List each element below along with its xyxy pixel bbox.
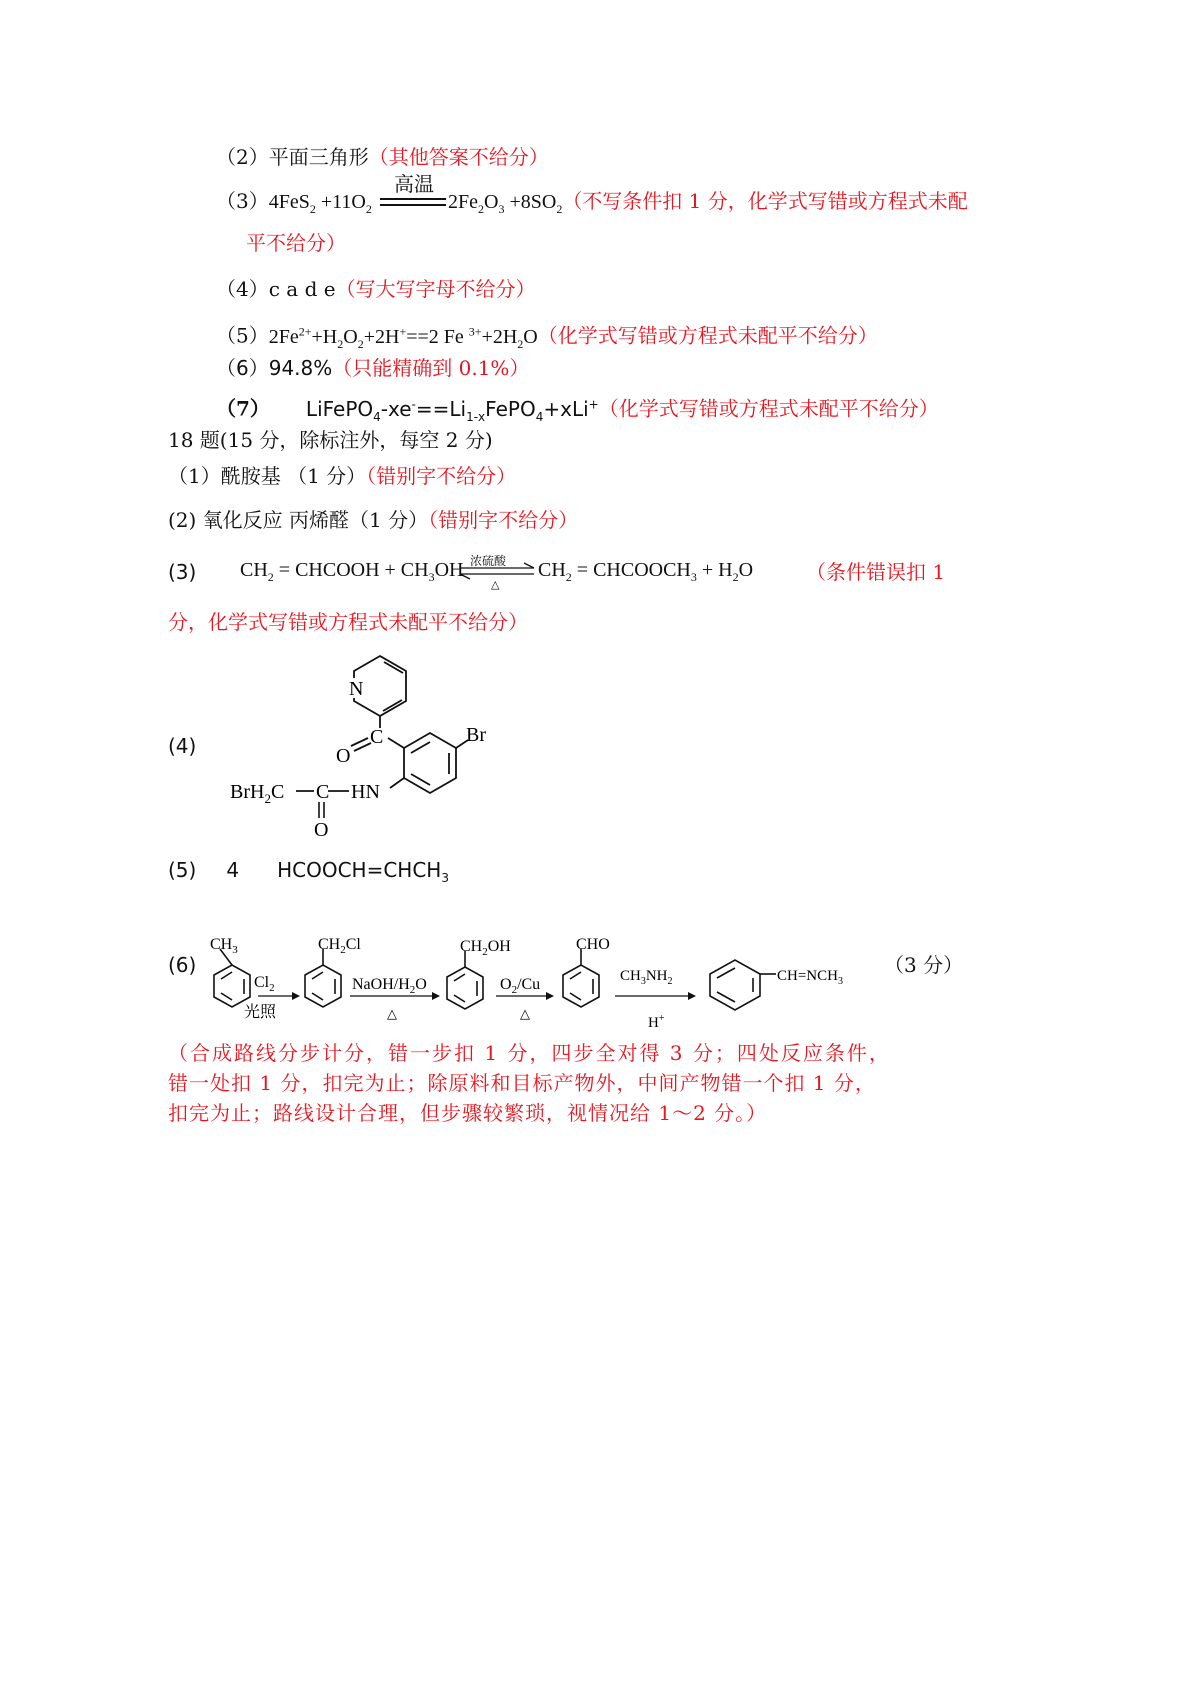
equal-sign-bottom: [380, 204, 446, 206]
condition-2-top: NaOH/$H_2O$: [352, 976, 427, 996]
answer-18-3-note: （条件错误扣 1: [806, 560, 946, 584]
answer-18-6-score: （3 分）: [884, 953, 964, 977]
answer-18-6-note-2: 错一处扣 1 分，扣完为止；除原料和目标产物外，中间产物错一个扣 1 分，: [168, 1071, 876, 1095]
svg-text:CH2OH: $CH_2OH$: [460, 938, 511, 958]
answer-17-3-right: $2Fe_2O_3 +8SO_2$（不写条件扣 1 分，化学式写错或方程式未配: [448, 189, 968, 216]
benzaldehyde: [563, 949, 599, 1007]
answer-18-3-note-cont: 分，化学式写错或方程式未配平不给分）: [168, 610, 528, 634]
answer-18-4-label: (4): [168, 734, 197, 758]
answer-18-6-label: (6): [168, 953, 197, 977]
condition-1-top: $Cl_2$: [254, 974, 275, 994]
answer-17-3: $(3)4FeS_2 +11O_2$: [216, 189, 372, 216]
equation-17-5: $2Fe^{2+}+H_2O_2+2H^+==2$ Fe $^{3+}+2H_2O$: [268, 324, 538, 351]
answer-17-7: （7） $LiFePO_4-xe^-==Li_{1-x}FePO_4+xLi^+$（化学式写错或方程式未配平不给分）: [216, 396, 939, 424]
reversible-arrow: [458, 562, 538, 592]
condition-2-bottom: △: [387, 1006, 397, 1021]
svg-text:BrH2C: BrH$_2$C: [230, 781, 285, 806]
benzyl-alcohol: [447, 951, 483, 1009]
condition-conc-sulfuric-acid: 浓硫酸: [470, 554, 507, 568]
svg-text:CH3: $CH_3$: [210, 936, 238, 956]
svg-text:CH=NCH3: $CH=NCH_3$: [777, 968, 843, 987]
imine-product: [710, 960, 776, 1010]
answer-18-3-label: (3): [168, 560, 197, 584]
equal-sign-top: [380, 198, 446, 200]
formula-18-5: $HCOOCH=CHCH_3$: [277, 858, 449, 885]
equation-18-3-left: $CH_2$ = CHCOOH + $CH_3OH$: [240, 559, 464, 584]
answer-18-6-note-3: 扣完为止；路线设计合理，但步骤较繁琐，视情况给 1～2 分。）: [168, 1101, 768, 1125]
answer-18-5: (5) 4 $HCOOCH=CHCH_3$: [168, 858, 449, 885]
svg-text:C: C: [316, 781, 330, 803]
svg-text:O: O: [336, 745, 351, 767]
answer-18-2: (2) 氧化反应 丙烯醛（1 分）（错别字不给分）: [168, 508, 579, 532]
toluene: [214, 949, 250, 1007]
svg-text:HN: HN: [351, 781, 380, 803]
equation-17-3-left: $4FeS_2 +11O_2$: [268, 191, 372, 216]
answer-17-4: （4）c a d e（写大写字母不给分）: [216, 277, 536, 301]
svg-text:CHO: CHO: [576, 936, 610, 953]
svg-text:O: O: [314, 819, 329, 841]
answer-18-1: （1）酰胺基 （1 分）（错别字不给分）: [168, 464, 517, 488]
synthesis-route-18-6: [180, 925, 960, 1035]
question-18-heading: 18 题(15 分，除标注外，每空 2 分): [168, 428, 493, 452]
answer-17-5: $(5)2Fe^{2+}+H_2O_2+2H^+==2$ Fe $^{3+}+2H_2O$（化学式写错或方程式未配平不给分）: [216, 323, 878, 351]
condition-1-bottom: 光照: [244, 1004, 277, 1021]
svg-text:N: N: [349, 678, 364, 700]
equation-17-3-right: $2Fe_2O_3 +8SO_2$: [448, 191, 563, 216]
answer-17-6: （6）94.8%（只能精确到 0.1%）: [216, 356, 530, 380]
svg-text:CH2Cl: $CH_2Cl$: [318, 936, 361, 956]
answer-17-2: （2）平面三角形（其他答案不给分）: [216, 145, 549, 169]
benzyl-chloride: [305, 949, 341, 1007]
answer-18-6-note-1: （合成路线分步计分，错一步扣 1 分，四步全对得 3 分；四处反应条件，: [168, 1041, 891, 1065]
condition-3-bottom: △: [520, 1006, 530, 1021]
equation-18-3-right: $CH_2$ = $CHCOOCH_3 + H_2O$: [538, 559, 754, 584]
condition-heat: △: [491, 579, 500, 591]
condition-4-top: $CH_3NH_2$: [620, 968, 673, 987]
condition-3-top: $O_2/Cu$: [500, 976, 541, 996]
structure-18-4: [220, 640, 520, 850]
equation-17-7: $LiFePO_4-xe^-==Li_{1-x}FePO_4+xLi^+$: [305, 396, 599, 424]
svg-text:Br: Br: [466, 724, 486, 746]
condition-4-bottom: H+: [648, 1013, 665, 1031]
answer-17-3-note: 平不给分）: [246, 231, 346, 255]
condition-high-temp: 高温: [394, 172, 434, 196]
svg-text:C: C: [370, 726, 384, 748]
